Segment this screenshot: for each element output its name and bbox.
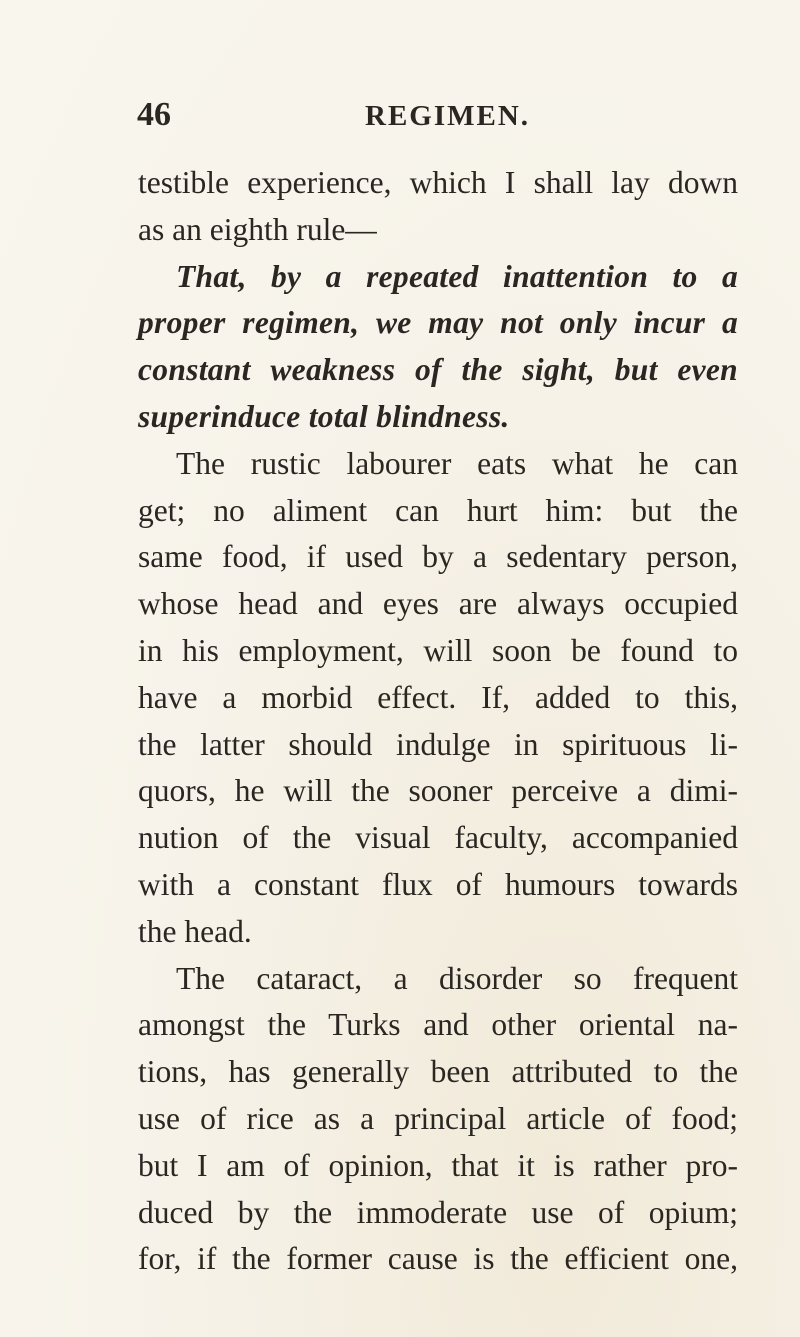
page-header — [0, 96, 800, 136]
text-line: whose head and eyes are always occupied — [138, 586, 738, 622]
text-line: in his employment, will soon be found to — [138, 632, 738, 668]
text-line: quors, he will the sooner perceive a dimi- — [138, 773, 738, 809]
text-line: the latter should indulge in spirituous li- — [138, 726, 738, 762]
rule-statement-line: proper regimen, we may not only incur a — [138, 305, 738, 341]
rule-statement-line: constant weakness of the sight, but even — [138, 352, 738, 388]
rule-statement-line: superinduce total blindness. — [138, 398, 510, 434]
text-line: testible experience, which I shall lay down — [138, 165, 738, 200]
text-line: the head. — [138, 913, 252, 949]
text-line: get; no aliment can hurt him: but the — [138, 492, 738, 528]
running-head: REGIMEN. — [365, 100, 531, 132]
page-number: 46 — [137, 96, 171, 133]
text-line: nution of the visual faculty, accompanied — [138, 820, 738, 856]
body-text — [138, 160, 738, 1283]
text-line: but I am of opinion, that it is rather pro- — [138, 1147, 738, 1183]
text-line: with a constant flux of humours towards — [138, 866, 738, 902]
text-line: tions, has generally been attributed to the — [138, 1054, 738, 1090]
rule-statement-line: That, by a repeated inattention to a — [176, 258, 738, 294]
text-line: The cataract, a disorder so frequent — [176, 960, 738, 996]
text-line: use of rice as a principal article of food; — [138, 1100, 738, 1136]
text-line: have a morbid effect. If, added to this, — [138, 679, 738, 715]
text-line: for, if the former cause is the efficient one, — [138, 1241, 738, 1277]
text-line: same food, if used by a sedentary person, — [138, 539, 738, 575]
text-line: The rustic labourer eats what he can — [176, 445, 738, 481]
text-line: duced by the immoderate use of opium; — [138, 1194, 738, 1230]
text-line: amongst the Turks and other oriental na- — [138, 1007, 738, 1043]
text-line: as an eighth rule— — [138, 211, 377, 247]
